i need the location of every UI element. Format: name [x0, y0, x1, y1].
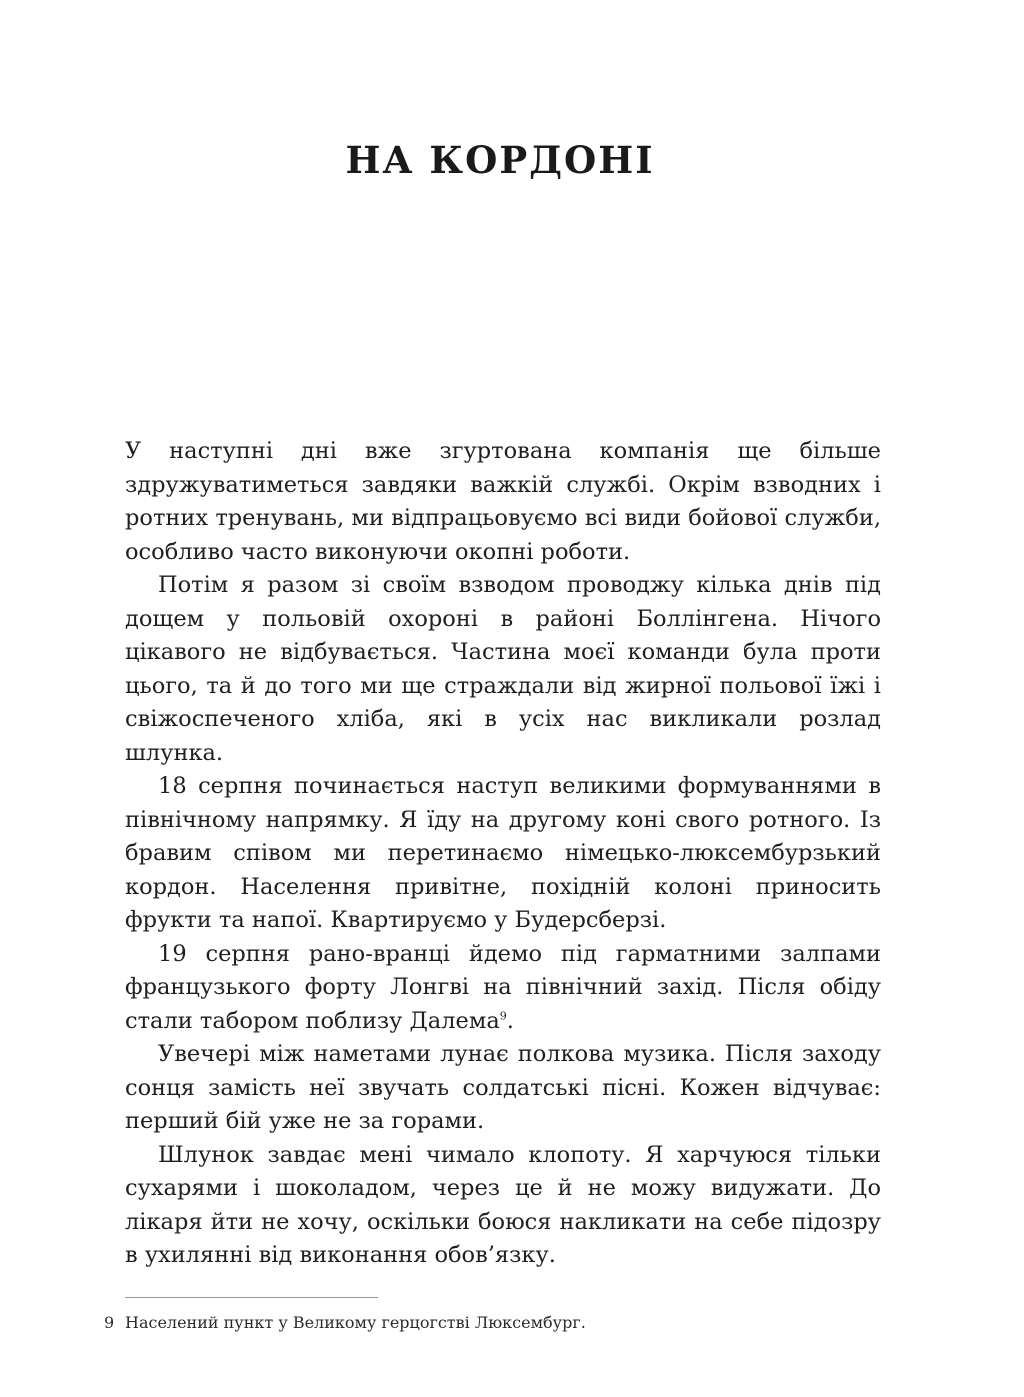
paragraph-with-footnote — [125, 938, 881, 1039]
paragraph: У наступні дні вже згуртована компанія ще більше здружуватиметься завдяки важкій службі. Окрім взводних і ротних тренувань, ми відпрацьовуємо всі види бойової служби, особливо часто виконуючи окопні роботи. — [125, 438, 881, 565]
footnote — [104, 1312, 904, 1334]
footnote-number: 9 — [104, 1313, 115, 1332]
footnote-reference[interactable]: 9 — [499, 1009, 507, 1022]
paragraph-end: . — [506, 1007, 514, 1034]
chapter-title: НА КОРДОНІ — [345, 138, 655, 182]
footnote-text: Населений пункт у Великому герцогстві Люксембург. — [125, 1313, 586, 1332]
paragraph: Шлунок завдає мені чимало клопоту. Я харчуюся тільки сухарями і шоколадом, через це й не можу видужати. До лікаря йти не хочу, оскільки боюся накликати на себе підозру в ухилянні від виконання обов’язку. — [125, 1141, 881, 1268]
paragraph: Потім я разом зі своїм взводом проводжу кілька днів під дощем у польовій охороні в районі Боллінгена. Нічого цікавого не відбувається. Частина моєї команди була проти цього, та й до того ми ще страждали від жирної польової їжі і свіжоспеченого хліба, які в усіх нас викликали розлад шлунка. — [125, 572, 881, 766]
paragraph: Увечері між наметами лунає полкова музика. Після заходу сонця замість неї звучать солдатські пісні. Кожен відчуває: перший бій уже не за горами. — [125, 1041, 881, 1134]
paragraph-text: 19 серпня рано-вранці йдемо під гарматними залпами французького форту Лонгві на північний захід. Після обіду стали табором поблизу Далема — [125, 940, 881, 1034]
footnote-divider — [125, 1297, 378, 1298]
body-text — [125, 435, 881, 1273]
paragraph: 18 серпня починається наступ великими формуваннями в північному напрямку. Я їду на другому коні свого ротного. Із бравим співом ми перетинаємо німецько-люксембурзький кордон. Населення привітне, похідній колоні приносить фрукти та напої. Квартируємо у Будерсберзі. — [125, 773, 881, 933]
